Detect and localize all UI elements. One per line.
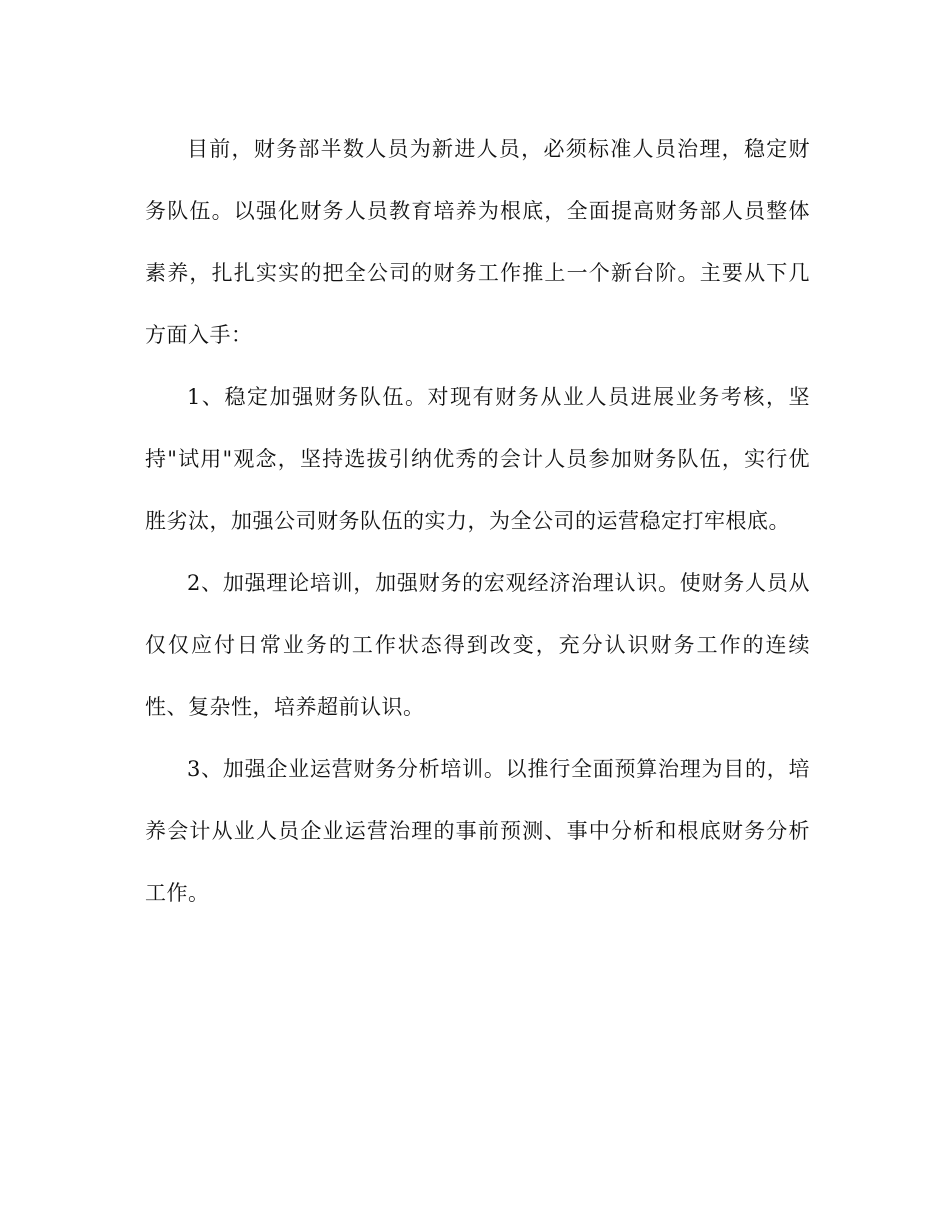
document-body [145, 118, 810, 924]
paragraph-item-2: 2、加强理论培训，加强财务的宏观经济治理认识。使财务人员从仅仅应付日常业务的工作状态得到改变，充分认识财务工作的连续性、复杂性，培养超前认识。 [145, 571, 810, 719]
paragraph-item-3: 3、加强企业运营财务分析培训。以推行全面预算治理为目的，培养会计从业人员企业运营治理的事前预测、事中分析和根底财务分析工作。 [145, 757, 810, 905]
paragraph-intro: 目前，财务部半数人员为新进人员，必须标准人员治理，稳定财务队伍。以强化财务人员教育培养为根底，全面提高财务部人员整体素养，扎扎实实的把全公司的财务工作推上一个新台阶。主要从下几方面入手： [145, 137, 810, 347]
paragraph-item-1: 1、稳定加强财务队伍。对现有财务从业人员进展业务考核，坚持"试用"观念，坚持选拔引纳优秀的会计人员参加财务队伍，实行优胜劣汰，加强公司财务队伍的实力，为全公司的运营稳定打牢根底。 [145, 385, 810, 533]
